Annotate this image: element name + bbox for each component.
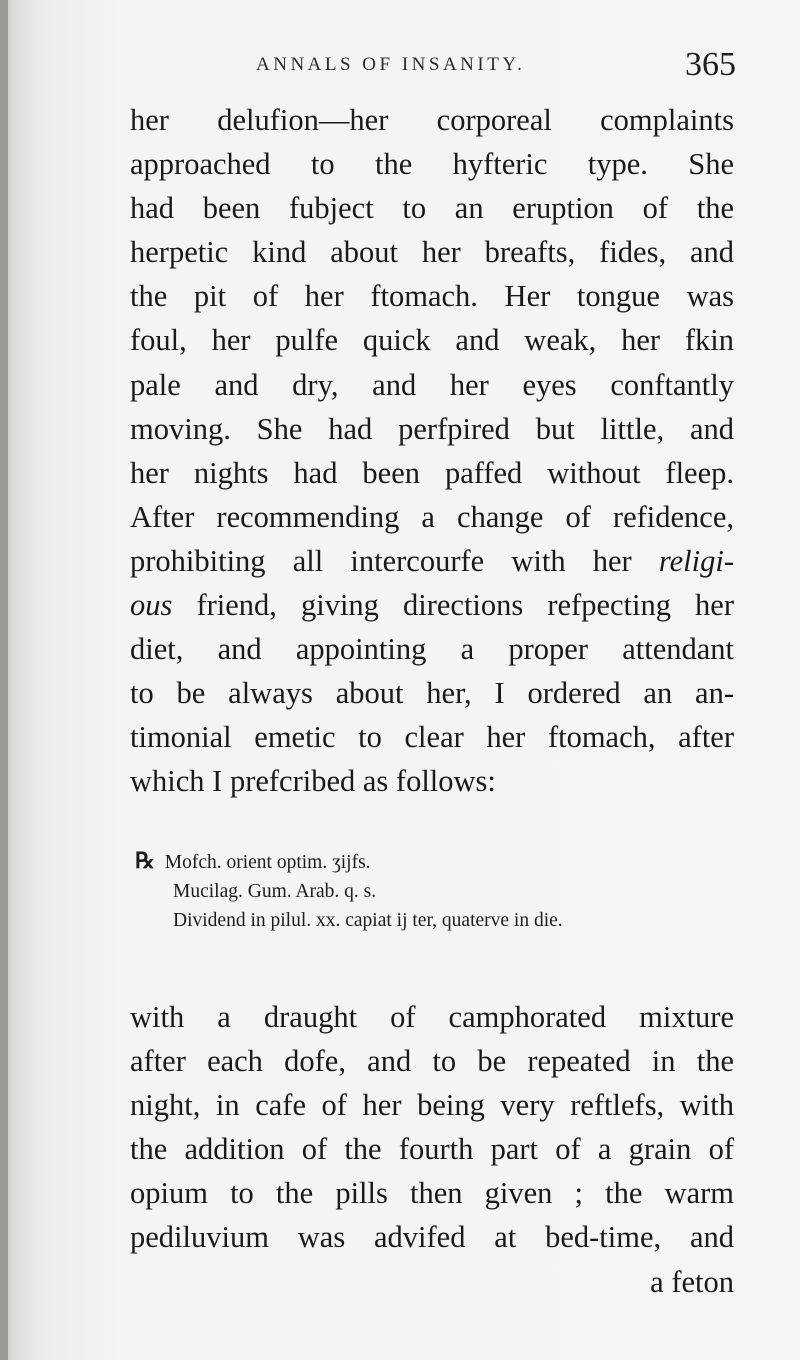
text-line: to be always about her, I ordered an an- <box>130 676 734 711</box>
prescription-block <box>135 846 735 935</box>
text-line: which I prefcribed as follows: <box>130 764 496 799</box>
text-line: opium to the pills then given ; the warm <box>130 1176 734 1211</box>
text-line: the pit of her ftomach. Her tongue was <box>130 279 734 314</box>
text-line: timonial emetic to clear her ftomach, after <box>130 720 734 755</box>
text-line: after each dofe, and to be repeated in the <box>130 1044 734 1079</box>
text-line: the addition of the fourth part of a grain of <box>130 1132 734 1167</box>
paragraph-1 <box>130 98 734 804</box>
text-line: foul, her pulfe quick and weak, her fkin <box>130 323 734 358</box>
text-line-with-italic <box>130 539 734 583</box>
text-line: herpetic kind about her breafts, fides, and <box>130 235 734 270</box>
catchword: a feton <box>650 1264 734 1299</box>
page-number: 365 <box>685 46 736 83</box>
text-line: pediluvium was advifed at bed-time, and <box>130 1220 734 1255</box>
running-head: ANNALS OF INSANITY. <box>256 54 526 75</box>
text-line: had been fubject to an eruption of the <box>130 191 734 226</box>
text-line: night, in cafe of her being very reftlefs, with <box>130 1088 734 1123</box>
prescription-line: Mucilag. Gum. Arab. q. s. <box>173 881 377 902</box>
recipe-symbol: ℞ <box>135 848 155 873</box>
prescription-line: Dividend in pilul. xx. capiat ij ter, quaterve in die. <box>173 910 563 931</box>
text-line: After recommending a change of refidence, <box>130 499 734 534</box>
italic-word: religi- <box>658 543 734 578</box>
text-line: her nights had been paffed without fleep. <box>130 455 734 490</box>
text-line: moving. She had perfpired but little, and <box>130 411 734 446</box>
text-line: with a draught of camphorated mixture <box>130 1000 734 1034</box>
page-gutter-edge <box>0 0 8 1360</box>
italic-word: ous <box>130 588 173 623</box>
text-fragment: prohibiting all intercourfe with her <box>130 543 632 578</box>
text-line-with-italic <box>130 583 734 627</box>
prescription-line <box>135 846 735 877</box>
paragraph-2 <box>130 995 734 1304</box>
page-header <box>256 46 740 92</box>
text-line: pale and dry, and her eyes conftantly <box>130 367 734 402</box>
text-line: her delufion—her corporeal complaints <box>130 103 734 137</box>
text-line: approached to the hyfteric type. She <box>130 147 734 182</box>
prescription-text: Mofch. orient optim. ʒijfs. <box>164 852 371 873</box>
text-line: diet, and appointing a proper attendant <box>130 632 734 667</box>
text-fragment: friend, giving directions refpecting her <box>172 588 734 623</box>
